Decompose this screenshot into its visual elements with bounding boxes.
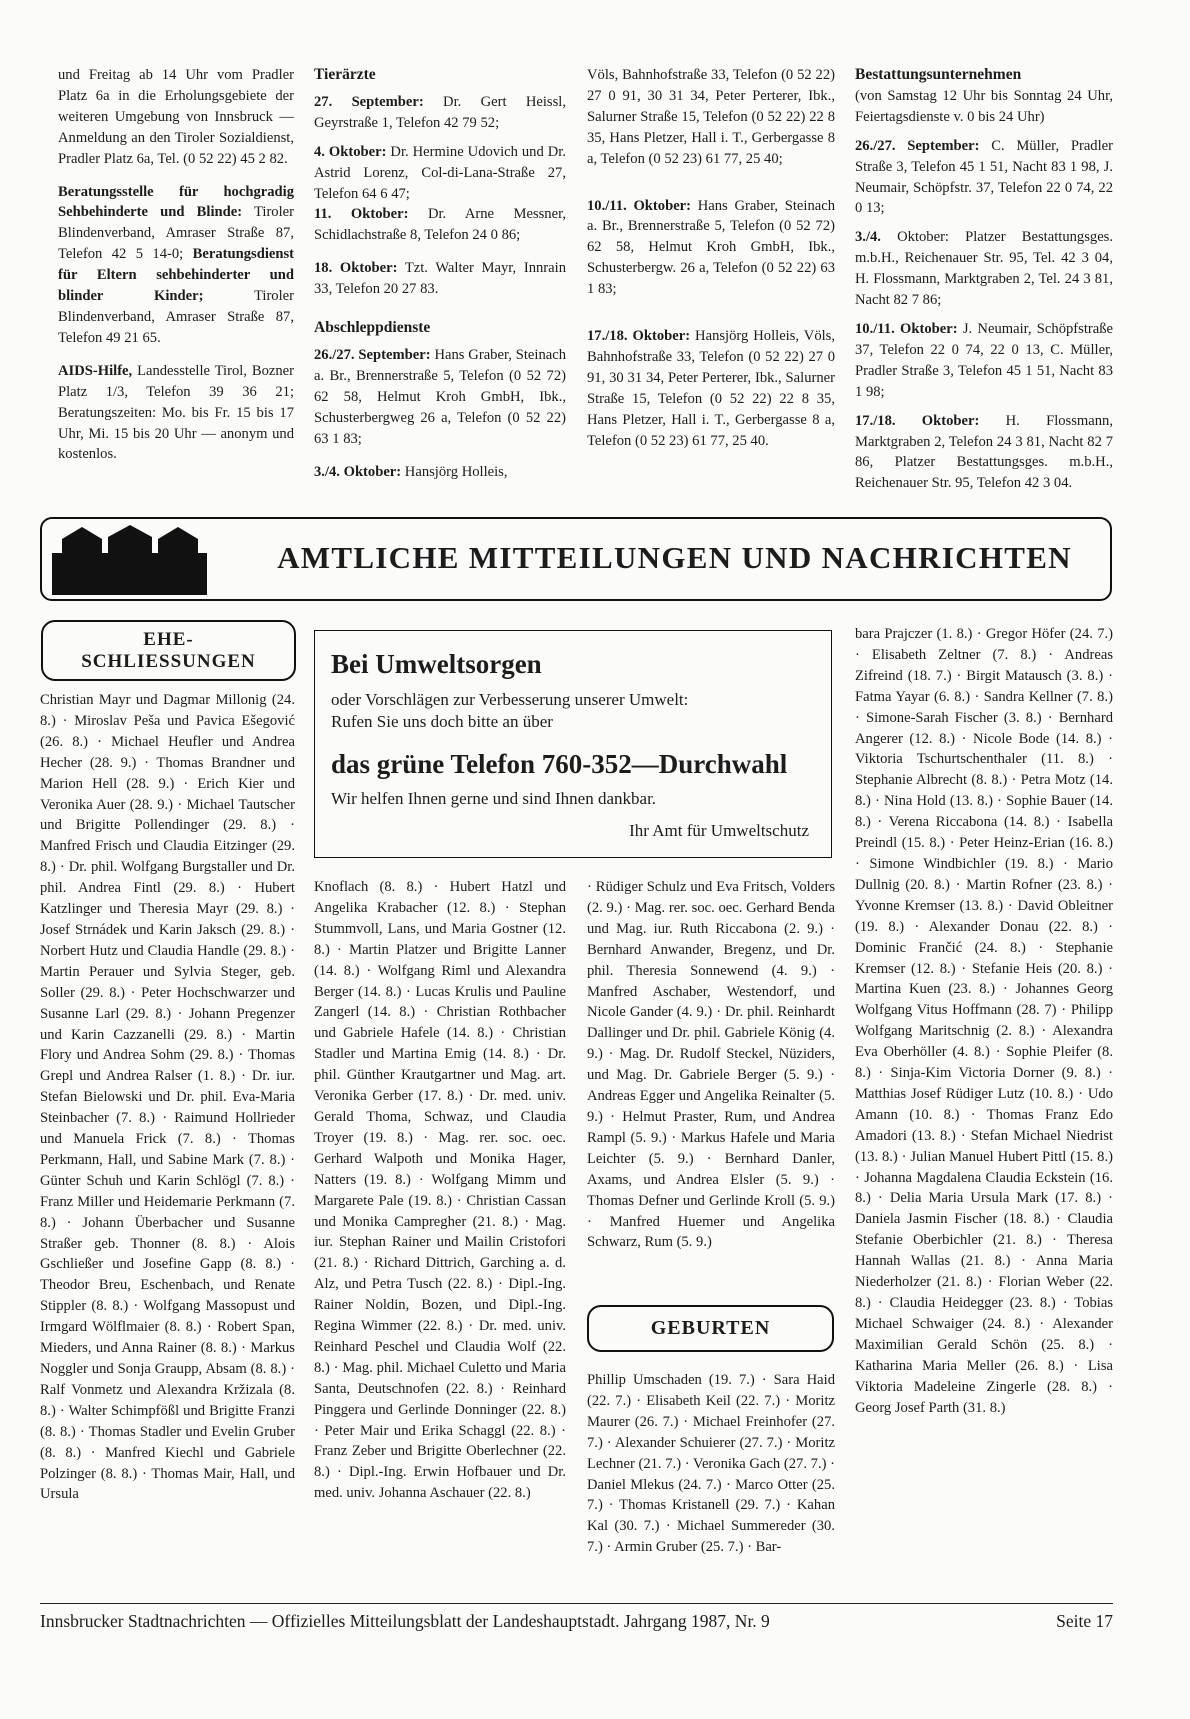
section-title: AMTLICHE MITTEILUNGEN UND NACHRICHTEN: [277, 540, 1072, 575]
top-column-1: [58, 65, 294, 477]
environment-line: Wir helfen Ihnen gerne und sind Ihnen dankbar.: [331, 789, 657, 808]
aids-help-notice: AIDS-Hilfe, Landesstelle Tirol, Bozner Platz 1/3, Telefon 39 36 21; Beratungszeiten: Mo. bis Fr. 15 bis 17 Uhr, Mi. 15 bis 20 Uhr — anonym und kostenlos.: [58, 362, 294, 463]
section-banner: [40, 517, 1112, 601]
environment-title: Bei Umweltsorgen: [331, 649, 542, 679]
marriages-list: Christian Mayr und Dagmar Millonig (24. 8.) · Miroslav Peša und Pavica Ešegović (26. 8.) · Michael Heufler und Andrea Hecher (28. 9.) · Thomas Brandner und Marion Hell (28. 9.) · Erich Kier und Veronika Auer (28. 9.) · Michael Tautscher und Brigitte Pollendinger (29. 8.) · Manfred Frisch und Claudia Eitzinger (29. 8.) · Dr. phil. Wolfgang Burgstaller und Dr. phil. Andrea Fintl (29. 8.) · Hubert Katzlinger und Theresia Mayr (29. 8.) · Josef Strnádek und Karin Jaksch (29. 8.) · Norbert Hutz und Claudia Handle (29. 8.) · Martin Perauer und Sylvia Steger, geb. Soller (29. 8.) · Peter Hochschwarzer und Susanne Larl (29. 8.) · Johann Pregenzer und Karin Cazzanelli (29. 8.) · Martin Flory und Andrea Sohm (29. 8.) · Thomas Grepl und Andrea Ralser (1. 8.) · Dr. iur. Stefan Bielowski und Dr. phil. Eva-Maria Steinbacher (7. 8.) · Raimund Hollrieder und Manuela Frick (7. 8.) · Thomas Perkmann, Hall, und Sabine Mark (7. 8.) · Günter Schuh und Karin Schlögl (7. 8.) · Franz Miller und Heidemarie Perkmann (7. 8.) · Johann Überbacher und Susanne Straßer geb. Thonner (8. 8.) · Alois Gschließer und Josefine Gapp (8. 8.) · Theodor Breu, Eschenbach, und Renate Stippler (8. 8.) · Wolfgang Massopust und Irmgard Wölflmaier (8. 8.) · Robert Span, Mieders, und Anna Rainer (8. 8.) · Markus Noggler und Sonja Graupp, Absam (8. 8.) · Ralf Vonmetz und Alexandra Kržizala (8. 8.) · Walter Schimpfößl und Brigitte Franzi (8. 8.) · Thomas Stadler und Evelin Gruber (8. 8.) · Manfred Kiechl und Gabriele Polzinger (8. 8.) · Thomas Mair, Hall, und Ursula: [40, 692, 295, 1503]
towing-heading: Abschleppdienste: [314, 319, 431, 337]
births-list: Phillip Umschaden (19. 7.) · Sara Haid (22. 7.) · Elisabeth Keil (22. 7.) · Moritz Maurer (26. 7.) · Michael Freinhofer (27. 7.) · Alexander Schuierer (27. 7.) · Moritz Lechner (21. 7.) · Veronika Gach (27. 7.) · Daniel Mlekus (24. 7.) · Marco Otter (25. 7.) · Thomas Kristanell (29. 7.) · Kahan Kal (30. 7.) · Michael Summereder (30. 7.) · Armin Gruber (25. 7.) · Bar-: [587, 1372, 835, 1556]
funeral-intro: (von Samstag 12 Uhr bis Sonntag 24 Uhr, Feiertagsdienste v. 0 bis 24 Uhr): [855, 87, 1113, 125]
marriages-column-3: [587, 877, 835, 1253]
funeral-entry: 26./27. September: C. Müller, Pradler Straße 3, Telefon 45 1 51, Nacht 83 1 98, J. Neumair, Schöpfstr. 37, Telefon 22 0 74, 22 0 13;: [855, 137, 1113, 217]
births-tag: GEBURTEN: [587, 1305, 834, 1352]
marriages-column-1: [40, 690, 295, 1505]
towing-entry: 26./27. September: Hans Graber, Steinach a. Br., Brennerstraße 5, Telefon (0 52 72) 62 58, Helmut Kroh GmbH, Ibk., Schusterbergweg 26 a, Telefon (0 52 22) 63 1 83;: [314, 346, 567, 447]
top-column-2: [314, 65, 566, 494]
environment-line: Rufen Sie uns doch bitte an über: [331, 712, 553, 731]
footer-rule: [40, 1603, 1113, 1604]
funeral-entry: 3./4. Oktober: Platzer Bestattungsges. m.b.H., Reichenauer Str. 95, Tel. 42 3 04, H. Flossmann, Marktgraben 2, Tel. 24 3 81, Nacht 82 7 86;: [855, 229, 1113, 309]
towing-entry: 10./11. Oktober: Hans Graber, Steinach a. Br., Brennerstraße 5, Telefon (0 52 72) 62 58, Helmut Kroh GmbH, Ibk., Schusterbergw. 26 a, Telefon (0 52 22) 63 1 83;: [587, 197, 836, 298]
vet-entry: 27. September: Dr. Gert Heissl, Geyrstraße 1, Telefon 42 79 52;: [314, 93, 566, 131]
city-buildings-icon: [52, 525, 207, 600]
page-number: Seite 17: [1056, 1611, 1113, 1631]
births-column-1: [587, 1370, 835, 1558]
vet-entry: 11. Oktober: Dr. Arne Messner, Schidlachstraße 8, Telefon 24 0 86;: [314, 206, 566, 244]
vet-entry: 4. Oktober: Dr. Hermine Udovich und Dr. Astrid Lorenz, Col-di-Lana-Straße 27, Telefon 64 6 47;: [314, 143, 566, 202]
publication-line: Innsbrucker Stadtnachrichten — Offizielles Mitteilungsblatt der Landeshauptstadt. Jahrgang 1987, Nr. 9: [40, 1611, 770, 1631]
environment-signature: Ihr Amt für Umweltschutz: [629, 821, 809, 840]
marriages-column-2: [314, 877, 566, 1504]
marriages-tag: EHE- SCHLIESSUNGEN: [41, 620, 296, 681]
marriages-list: Knoflach (8. 8.) · Hubert Hatzl und Angelika Krabacher (12. 8.) · Stephan Stummvoll, Lans, und Maria Gostner (12. 8.) · Martin Platzer und Brigitte Lanner (14. 8.) · Wolfgang Riml und Alexandra Berger (14. 8.) · Lucas Krulis und Pauline Zangerl (14. 8.) · Christian Rothbacher und Gabriele Hafele (14. 8.) · Christian Stadler und Martina Emig (14. 8.) · Dr. phil. Günther Krautgartner und Mag. art. Veronika Gerber (17. 8.) · Dr. med. univ. Gerald Thoma, Schwaz, und Claudia Troyer (19. 8.) · Mag. rer. soc. oec. Gerhard Walpoth und Monika Hager, Natters (19. 8.) · Wolfgang Mimm und Margarete Pale (19. 8.) · Christian Cassan und Monika Campregher (21. 8.) · Mag. iur. Stephan Rainer und Mailin Cristofori (21. 8.) · Richard Dittrich, Garching a. d. Alz, und Petra Tusch (22. 8.) · Dipl.-Ing. Rainer Noldin, Bozen, und Dipl.-Ing. Regina Wimmer (22. 8.) · Dr. med. univ. Reinhard Peschel und Claudia Wolf (22. 8.) · Mag. phil. Michael Culetto und Maria Santa, Deutschnofen (22. 8.) · Reinhard Pinggera und Gerlinde Donninger (22. 8.) · Peter Mair und Erika Schaggl (22. 8.) · Franz Zeber und Brigitte Oberlechner (22. 8.) · Dipl.-Ing. Erwin Hofbauer und Dr. med. univ. Johanna Aschauer (22. 8.): [314, 879, 566, 1502]
funeral-entry: 17./18. Oktober: H. Flossmann, Marktgraben 2, Telefon 24 3 81, Nacht 82 7 86, Platzer Bestattungsges. m.b.H., Reichenauer Str. 95, Telefon 42 3 04.: [855, 412, 1113, 492]
towing-entry: 3./4. Oktober: Hansjörg Holleis,: [314, 463, 508, 480]
environment-notice-box: [314, 630, 832, 858]
funeral-heading: Bestattungsunternehmen: [855, 66, 1022, 83]
births-list: bara Prajczer (1. 8.) · Gregor Höfer (24. 7.) · Elisabeth Zeltner (7. 8.) · Andreas Zifreind (18. 7.) · Birgit Matausch (3. 8.) · Fatma Yayar (6. 8.) · Sandra Kellner (7. 8.) · Simone-Sarah Fischer (3. 8.) · Bernhard Angerer (12. 8.) · Nicole Bode (14. 8.) · Viktoria Tschurtschenthaler (11. 8.) · Stephanie Albrecht (8. 8.) · Petra Motz (14. 8.) · Nina Hold (13. 8.) · Sophie Bauer (14. 8.) · Verena Riccabona (14. 8.) · Isabella Preindl (15. 8.) · Peter Heinz-Erian (16. 8.) · Simone Windbichler (19. 8.) · Mario Dullnig (20. 8.) · Martin Rofner (23. 8.) · Yvonne Kremser (13. 8.) · David Obleitner (19. 8.) · Alexander Donau (22. 8.) · Dominic Frančić (24. 8.) · Stephanie Kremser (12. 8.) · Stefanie Heis (20. 8.) · Martina Kuen (23. 8.) · Johannes Georg Wolfgang Vitus Hoffmann (28. 7) · Philipp Wolfgang Maritschnig (2. 8.) · Alexandra Eva Oberhöller (4. 8.) · Sophie Pleifer (8. 8.) · Sinja-Kim Victoria Dorner (9. 8.) · Matthias Josef Rüdiger Lutz (10. 8.) · Udo Amann (10. 8.) · Thomas Franz Edo Amadori (13. 8.) · Stefan Michael Niedrist (13. 8.) · Julian Manuel Hubert Pittl (15. 8.) · Johanna Magdalena Claudia Eckstein (16. 8.) · Delia Maria Ursula Mark (17. 8.) · Daniela Jasmin Fischer (18. 8.) · Claudia Stefanie Oberbichler (21. 8.) · Theresa Hannah Wallas (21. 8.) · Anna Maria Niederholzer (21. 8.) · Florian Weber (22. 8.) · Claudia Heidegger (23. 8.) · Tobias Michael Schwaiger (24. 8.) · Alexander Maximilian Gerald Schön (25. 8.) · Katharina Maria Meller (26. 8.) · Lisa Viktoria Madeleine Zingerle (28. 8.) · Georg Josef Parth (31. 8.): [855, 626, 1113, 1416]
transport-notice: und Freitag ab 14 Uhr vom Pradler Platz 6a in die Erholungsgebiete der weiteren Umgebung von Innsbruck — Anmeldung an den Tiroler Sozialdienst, Pradler Platz 6a, Tel. (0 52 22) 45 2 82.: [58, 67, 294, 167]
towing-entry: Völs, Bahnhofstraße 33, Telefon (0 52 22) 27 0 91, 30 31 34, Peter Perterer, Ibk., Salurner Straße 15, Telefon (0 52 22) 22 8 35, Hans Pletzer, Hall i. T., Gerbergasse 8 a, Telefon (0 52 23) 61 77, 25 40;: [587, 67, 835, 167]
births-column-2: [855, 624, 1113, 1418]
funeral-entry: 10./11. Oktober: J. Neumair, Schöpfstraße 37, Telefon 22 0 74, 22 0 13, C. Müller, Pradler Straße 3, Telefon 45 1 51, Nacht 83 1 98;: [855, 320, 1113, 400]
towing-entry: 17./18. Oktober: Hansjörg Holleis, Völs, Bahnhofstraße 33, Telefon (0 52 22) 27 0 91, 30 31 34, Peter Perterer, Ibk., Salurner Straße 15, Telefon (0 52 22) 22 8 35, Hans Pletzer, Hall i. T., Gerbergasse 8 a, Telefon (0 52 23) 61 77, 25 40.: [587, 328, 835, 449]
top-column-3: [587, 65, 835, 464]
environment-line: oder Vorschlägen zur Verbesserung unserer Umwelt:: [331, 690, 689, 709]
marriages-list: · Rüdiger Schulz und Eva Fritsch, Volders (2. 9.) · Mag. rer. soc. oec. Gerhard Benda und Mag. iur. Ruth Riccabona (2. 9.) · Bernhard Anwander, Bregenz, und Dr. phil. Theresia Sonnewend (4. 9.) · Manfred Aschaber, Westendorf, und Nicole Gander (4. 9.) · Dr. phil. Reinhardt Dallinger und Dr. phil. Gabriele König (4. 9.) · Mag. Dr. Rudolf Steckel, Nüziders, und Mag. Dr. Gabriele Berger (5. 9.) · Andreas Egger und Angelika Reinalter (5. 9.) · Helmut Praster, Rum, und Andrea Rampl (5. 9.) · Markus Hafele und Maria Leichter (5. 9.) · Bernhard Danler, Axams, und Andrea Elsler (5. 9.) · Thomas Defner und Gerlinde Kroll (5. 9.) · Manfred Huemer und Angelika Schwarz, Rum (5. 9.): [587, 879, 835, 1251]
green-phone-number: das grüne Telefon 760-352—Durchwahl: [331, 749, 788, 779]
blind-counseling-notice: Beratungsstelle für hochgradig Sehbehinderte und Blinde: Tiroler Blindenverband, Amraser Straße 87, Telefon 42 5 14-0; Beratungsdienst für Eltern sehbehinderter und blinder Kinder; Tiroler Blindenverband, Amraser Straße 87, Telefon 49 21 65.: [58, 183, 295, 346]
top-column-4: [855, 65, 1113, 506]
vet-entry: 18. Oktober: Tzt. Walter Mayr, Innrain 33, Telefon 20 27 83.: [314, 260, 566, 298]
vets-heading: Tierärzte: [314, 66, 376, 83]
